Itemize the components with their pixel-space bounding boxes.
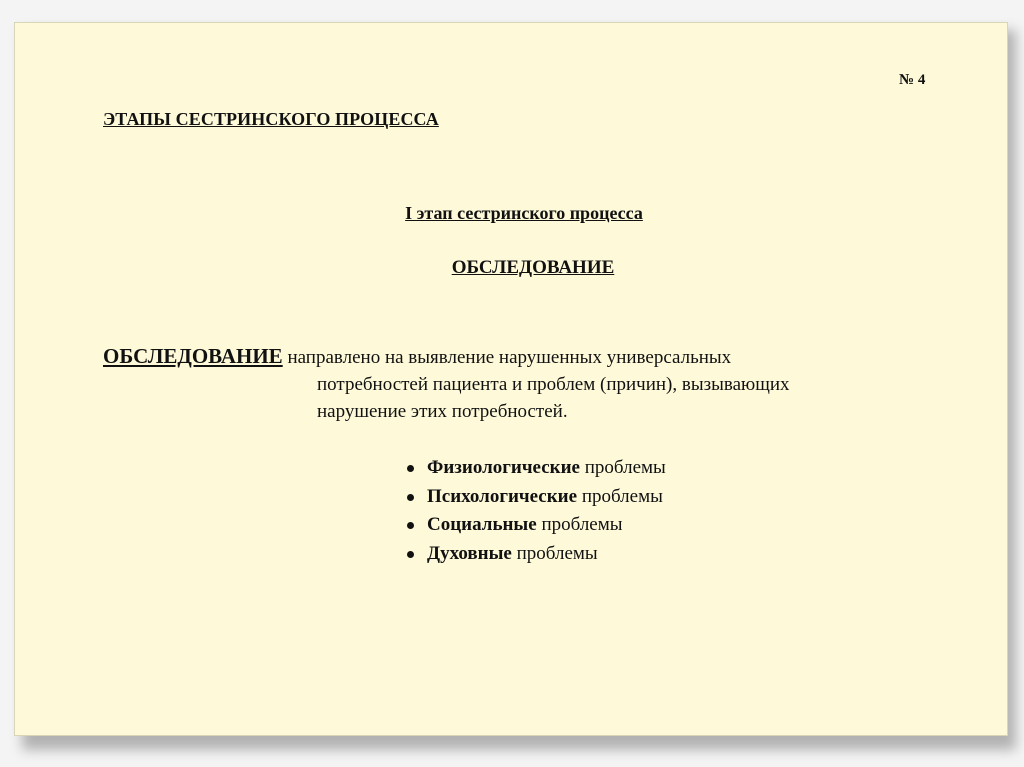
definition-paragraph	[103, 343, 923, 425]
stage-name: ОБСЛЕДОВАНИЕ	[451, 257, 615, 278]
bullet-icon	[407, 465, 414, 472]
problem-type: Духовные	[427, 542, 512, 564]
problem-suffix: проблемы	[511, 542, 598, 564]
page-title: ЭТАПЫ СЕСТРИНСКОГО ПРОЦЕССА	[103, 109, 439, 129]
bullet-icon	[407, 551, 414, 558]
definition-line-1: направлено на выявление нарушенных универсальных	[282, 347, 732, 368]
problem-suffix: проблемы	[579, 457, 666, 478]
list-item	[407, 483, 666, 512]
list-item	[407, 454, 666, 483]
list-item	[407, 511, 666, 540]
problem-type: Социальные	[427, 514, 537, 535]
problem-suffix: проблемы	[536, 514, 623, 535]
problem-type: Физиологические	[427, 457, 580, 478]
problems-list	[407, 454, 666, 568]
document-number: № 4	[899, 72, 926, 88]
definition-term: ОБСЛЕДОВАНИЕ	[103, 344, 283, 368]
bullet-icon	[407, 522, 414, 529]
slide	[14, 22, 1008, 736]
bullet-icon	[407, 494, 414, 501]
definition-line-2: потребностей пациента и проблем (причин), вызывающих	[317, 374, 790, 395]
problem-suffix: проблемы	[577, 485, 663, 507]
problem-type: Психологические	[427, 485, 578, 507]
definition-line-3: нарушение этих потребностей.	[317, 401, 568, 422]
list-item	[407, 540, 666, 569]
stage-title: I этап сестринского процесса	[405, 203, 643, 223]
